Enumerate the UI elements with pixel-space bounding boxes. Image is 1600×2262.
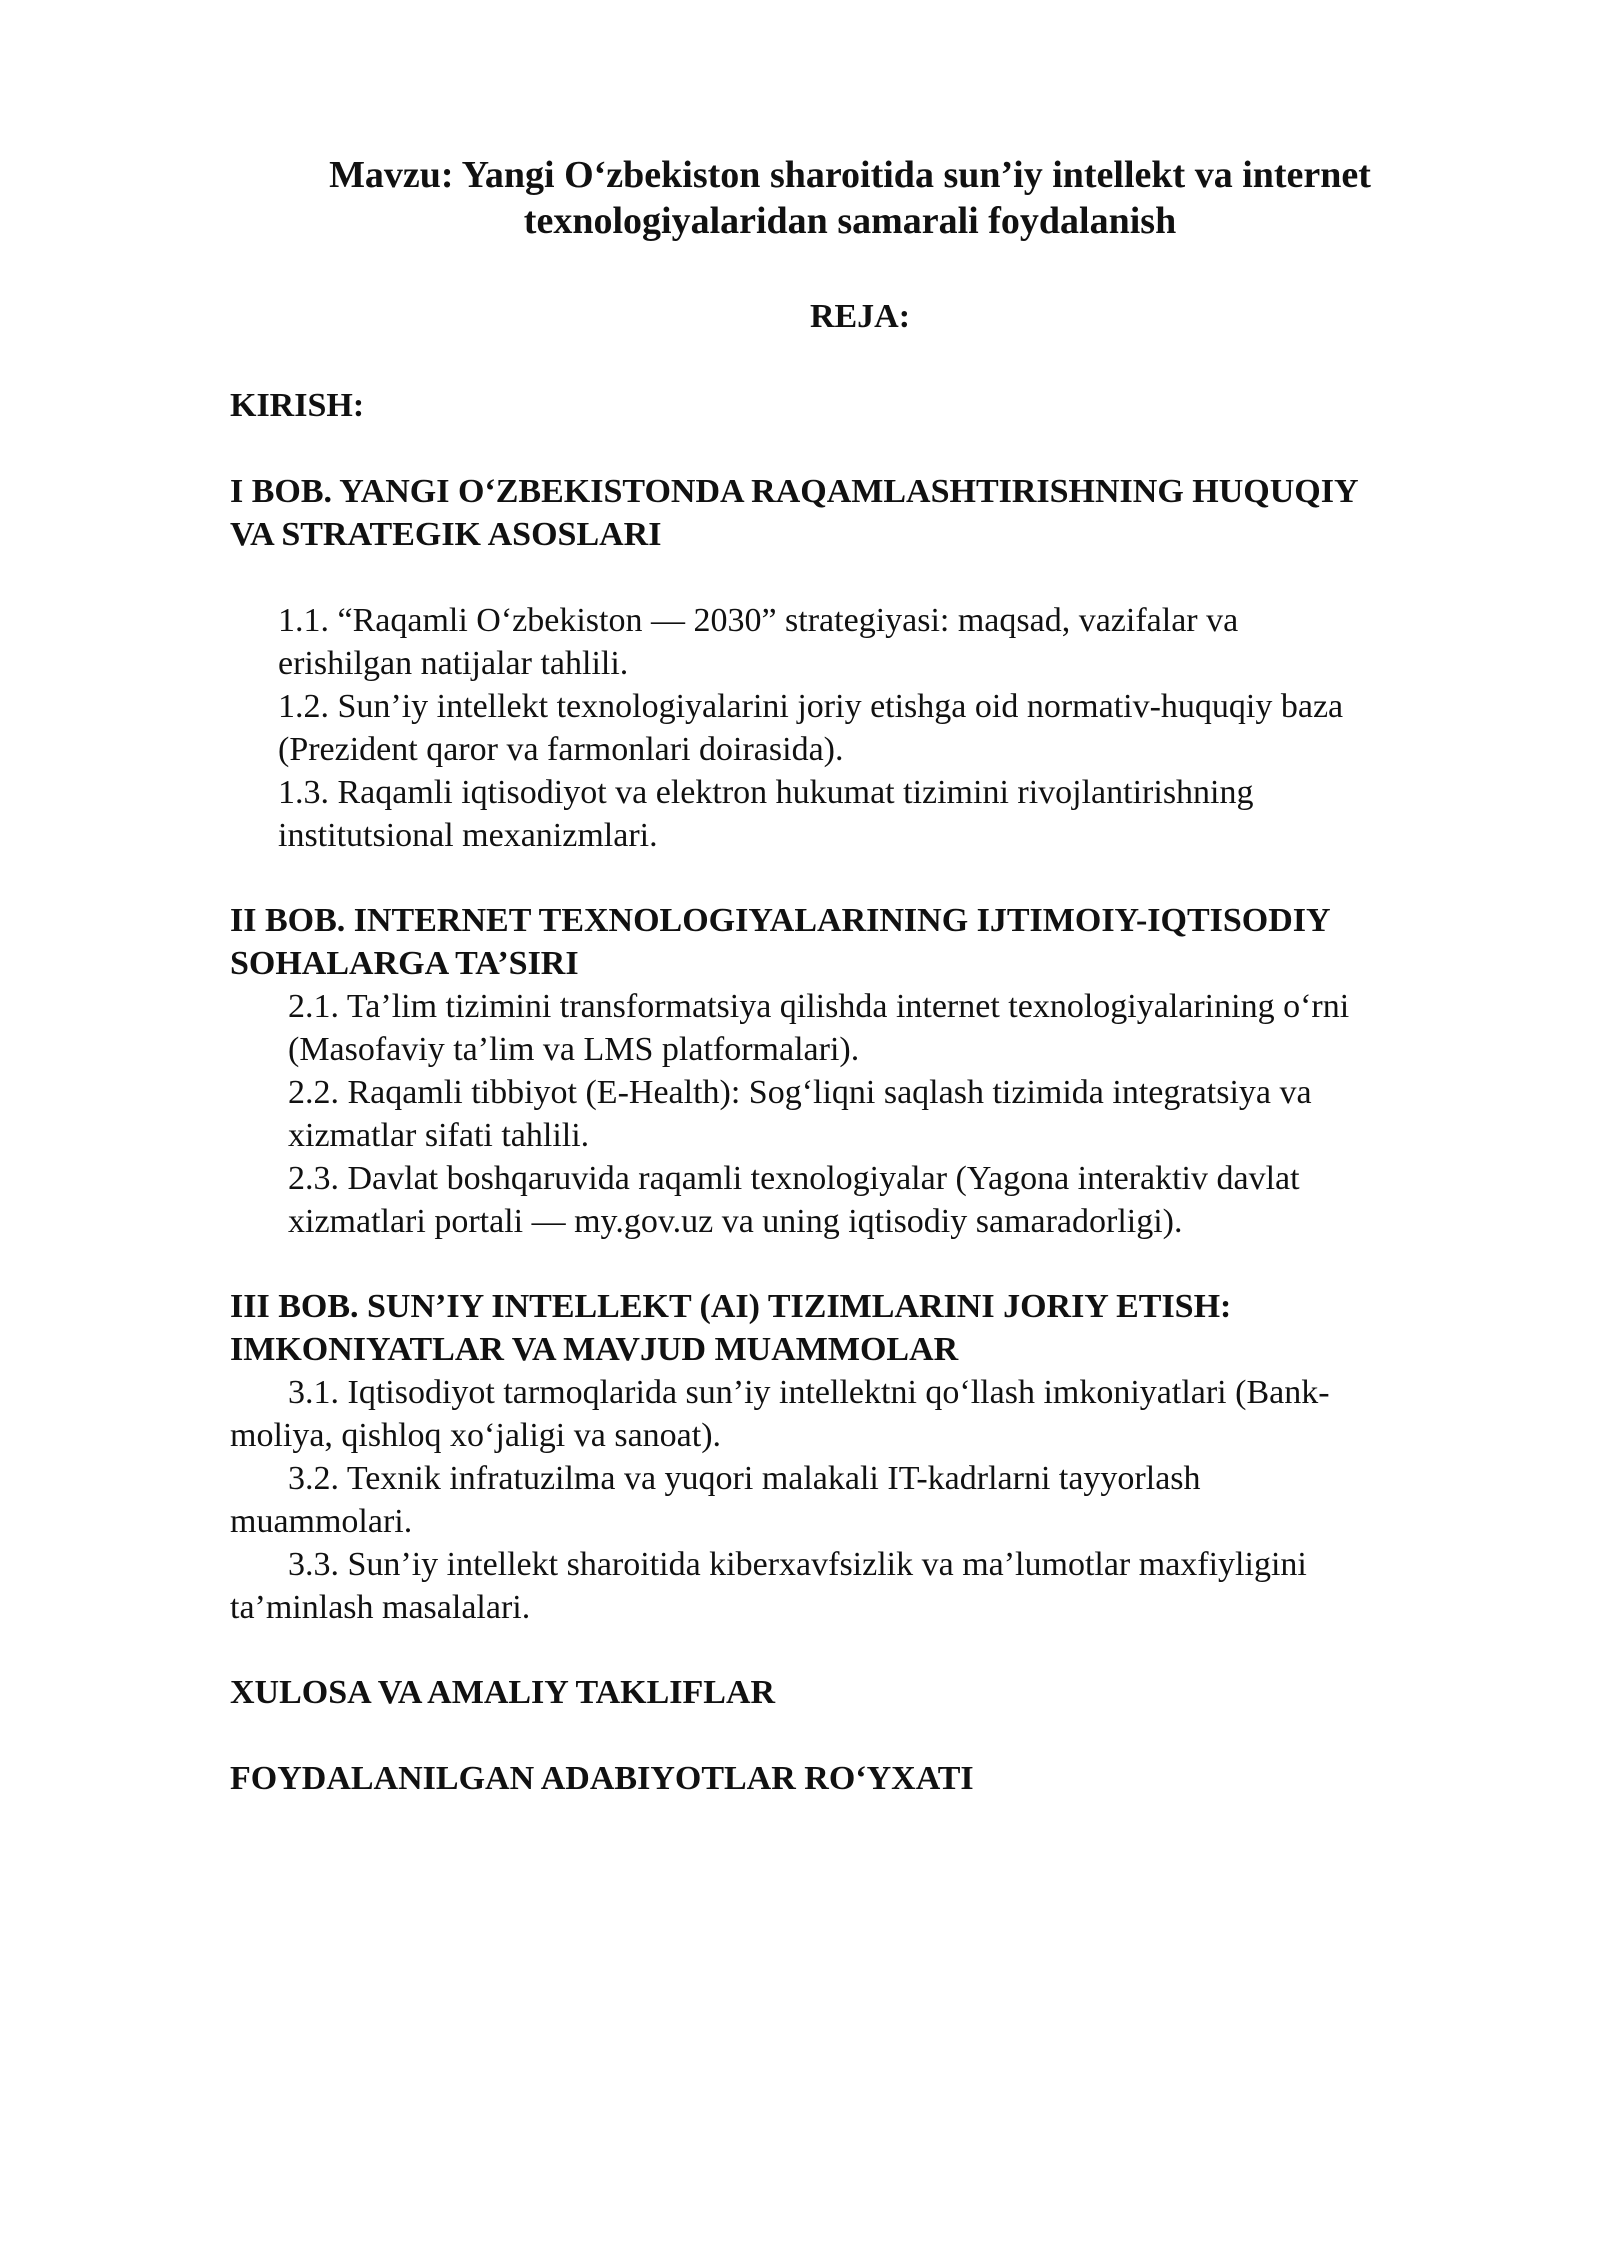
title-line-2: texnologiyalaridan samarali foydalanish xyxy=(523,200,1177,242)
conclusion-heading: XULOSA VA AMALIY TAKLIFLAR xyxy=(230,1674,776,1711)
list-item-2-1: 2.1. Ta’lim tizimini transformatsiya qilishda internet texnologiyalarining o‘rni (Masofaviy ta’lim va LMS platformalari). xyxy=(288,988,1350,1068)
chapter-2-heading: II BOB. INTERNET TEXNOLOGIYALARINING IJTIMOIY-IQTISODIY SOHALARGA TA’SIRI xyxy=(230,902,1331,982)
plan-label: REJA: xyxy=(809,298,911,335)
list-item-2-2: 2.2. Raqamli tibbiyot (E-Health): Sog‘liqni saqlash tizimida integratsiya va xizmatlar sifati tahlili. xyxy=(288,1074,1312,1154)
list-item-1-3: 1.3. Raqamli iqtisodiyot va elektron hukumat tizimini rivojlantirishning institutsional mexanizmlari. xyxy=(278,774,1254,854)
list-item-3-3: 3.3. Sun’iy intellekt sharoitida kiberxavfsizlik va ma’lumotlar maxfiyligini ta’minlash masalalari. xyxy=(230,1546,1307,1626)
list-item-3-2: 3.2. Texnik infratuzilma va yuqori malakali IT-kadrlarni tayyorlash muammolari. xyxy=(230,1460,1201,1540)
references-heading: FOYDALANILGAN ADABIYOTLAR RO‘YXATI xyxy=(230,1760,974,1797)
title-line-1: Mavzu: Yangi O‘zbekiston sharoitida sun’iy intellekt va internet xyxy=(329,154,1371,196)
list-item-1-2: 1.2. Sun’iy intellekt texnologiyalarini joriy etishga oid normativ-huquqiy baza (Prezident qaror va farmonlari doirasida). xyxy=(278,688,1344,768)
page-title xyxy=(200,152,1500,244)
intro-heading: KIRISH: xyxy=(230,387,365,424)
list-item-2-3: 2.3. Davlat boshqaruvida raqamli texnologiyalar (Yagona interaktiv davlat xizmatlari portali — my.gov.uz va uning iqtisodiy samaradorligi). xyxy=(288,1160,1300,1240)
chapter-3-heading: III BOB. SUN’IY INTELLEKT (AI) TIZIMLARINI JORIY ETISH: IMKONIYATLAR VA MAVJUD MUAMMOLAR xyxy=(230,1288,1232,1368)
list-item-1-1: 1.1. “Raqamli O‘zbekiston — 2030” strategiyasi: maqsad, vazifalar va erishilgan natijalar tahlili. xyxy=(278,602,1239,682)
chapter-1-heading: I BOB. YANGI O‘ZBEKISTONDA RAQAMLASHTIRISHNING HUQUQIY VA STRATEGIK ASOSLARI xyxy=(230,473,1359,553)
list-item-3-1: 3.1. Iqtisodiyot tarmoqlarida sun’iy intellektni qo‘llash imkoniyatlari (Bank- moliya, qishloq xo‘jaligi va sanoat). xyxy=(230,1374,1330,1454)
